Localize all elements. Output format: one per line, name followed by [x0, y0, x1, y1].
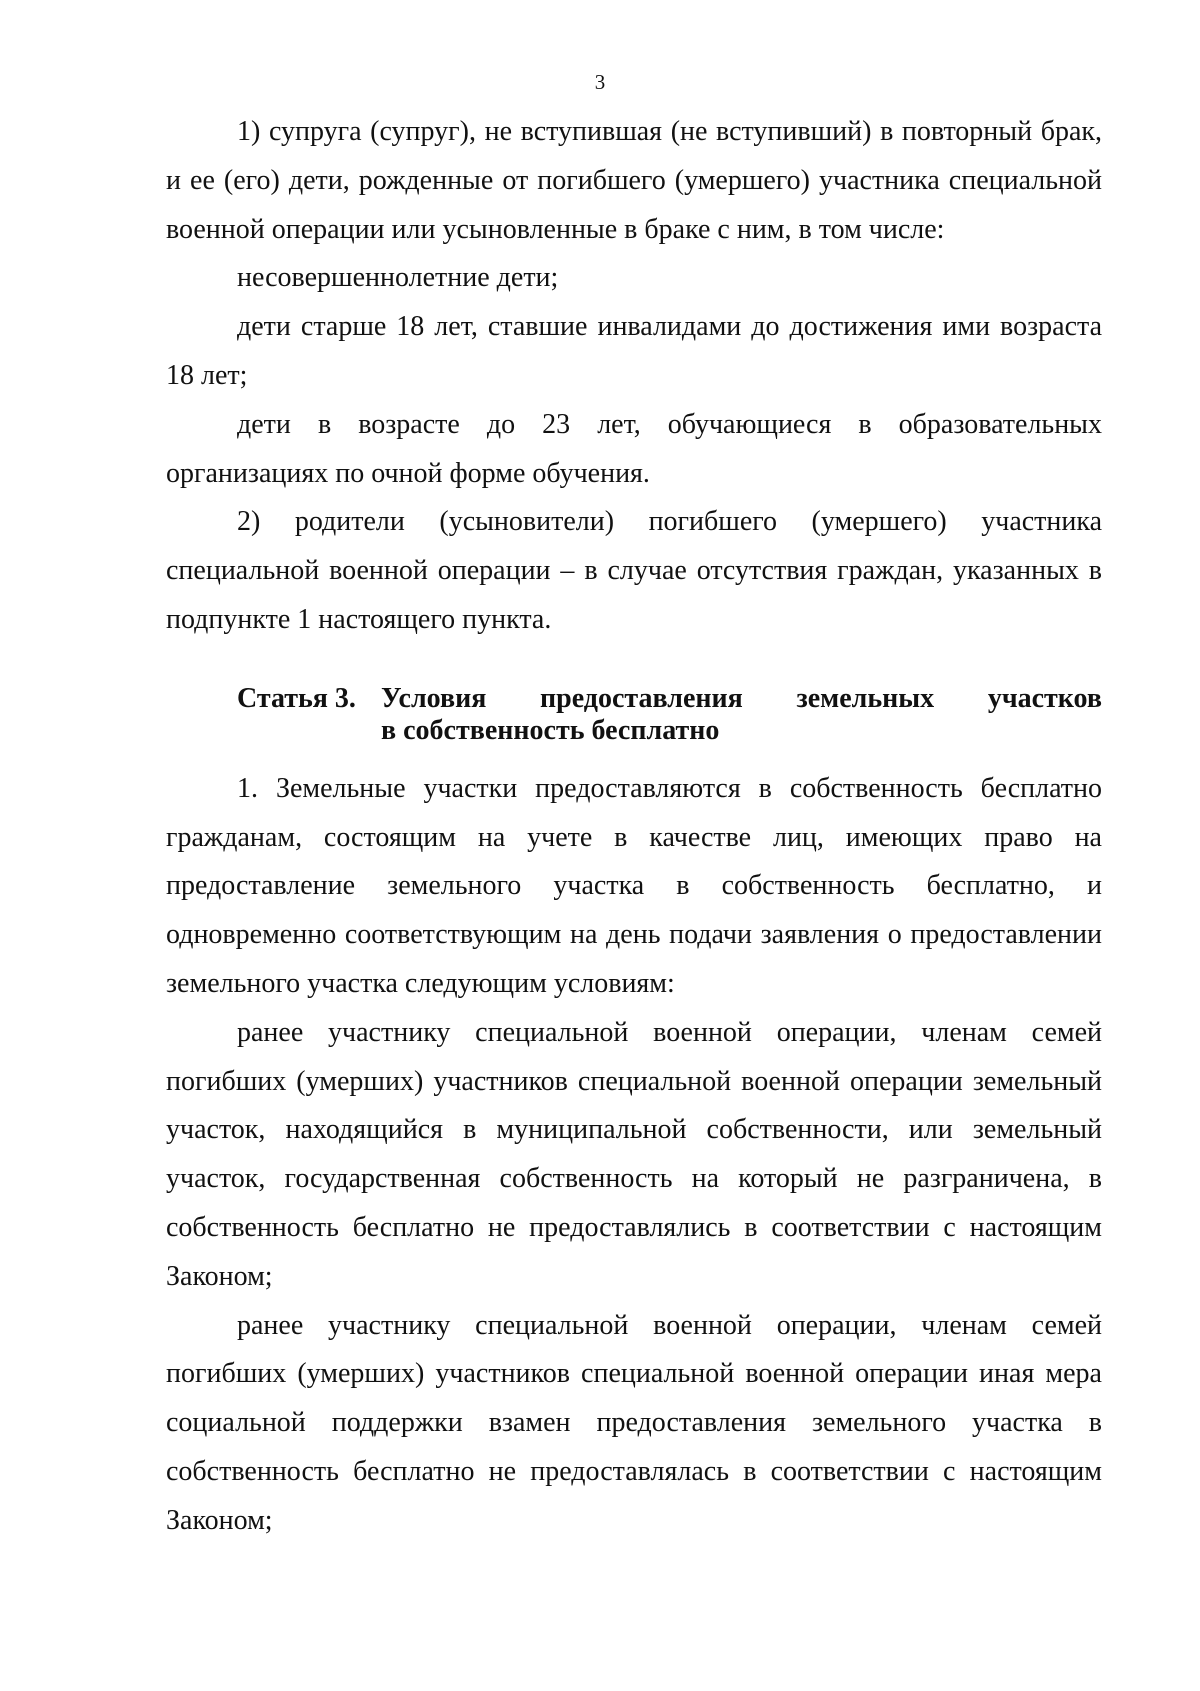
article-title-word: Условия [381, 682, 487, 714]
article-title [381, 683, 1102, 747]
article-title-line2: в собственность бесплатно [381, 714, 720, 746]
paragraph: 1) супруга (супруг), не вступившая (не вступивший) в повторный брак, и ее (его) дети, рожденные от погибшего (умершего) участника специальной военной операции или усыновленные в браке с ним, в том числе: [166, 116, 1102, 245]
paragraph: ранее участнику специальной военной операции, членам семей погибших (умерших) участников специальной военной операции земельный участок, находящийся в муниципальной собственности, или земельный участок, государственная собственность на который не разграничена, в собственность бесплатно не предоставлялись в соответствии с настоящим Законом; [166, 1016, 1102, 1292]
paragraph: 2) родители (усыновители) погибшего (умершего) участника специальной военной операции – в случае отсутствия граждан, указанных в подпункте 1 настоящего пункта. [166, 506, 1102, 635]
article-title-line1 [381, 683, 1102, 715]
paragraph: ранее участнику специальной военной операции, членам семей погибших (умерших) участников специальной военной операции иная мера социальной поддержки взамен предоставления земельного участка в собственность бесплатно не предоставлялась в соответствии с настоящим Законом; [166, 1309, 1102, 1536]
paragraph: дети старше 18 лет, ставшие инвалидами до достижения ими возраста 18 лет; [166, 311, 1102, 391]
document-body [166, 108, 1102, 1546]
article-title-word: предоставления [540, 682, 743, 714]
page-number: 3 [594, 70, 606, 94]
paragraph: несовершеннолетние дети; [237, 262, 559, 294]
article-title-word: земельных [796, 682, 935, 714]
article-title-word: участков [987, 682, 1102, 714]
article-heading [166, 683, 1102, 747]
article-label: Статья 3. [237, 682, 356, 714]
paragraph: 1. Земельные участки предоставляются в собственность бесплатно гражданам, состоящим на учете в качестве лиц, имеющих право на предоставление земельного участка в собственность бесплатно, и одновременно соответствующим на день подачи заявления о предоставлении земельного участка следующим условиям: [166, 772, 1102, 999]
paragraph: дети в возрасте до 23 лет, обучающиеся в образовательных организациях по очной форме обучения. [166, 408, 1102, 489]
